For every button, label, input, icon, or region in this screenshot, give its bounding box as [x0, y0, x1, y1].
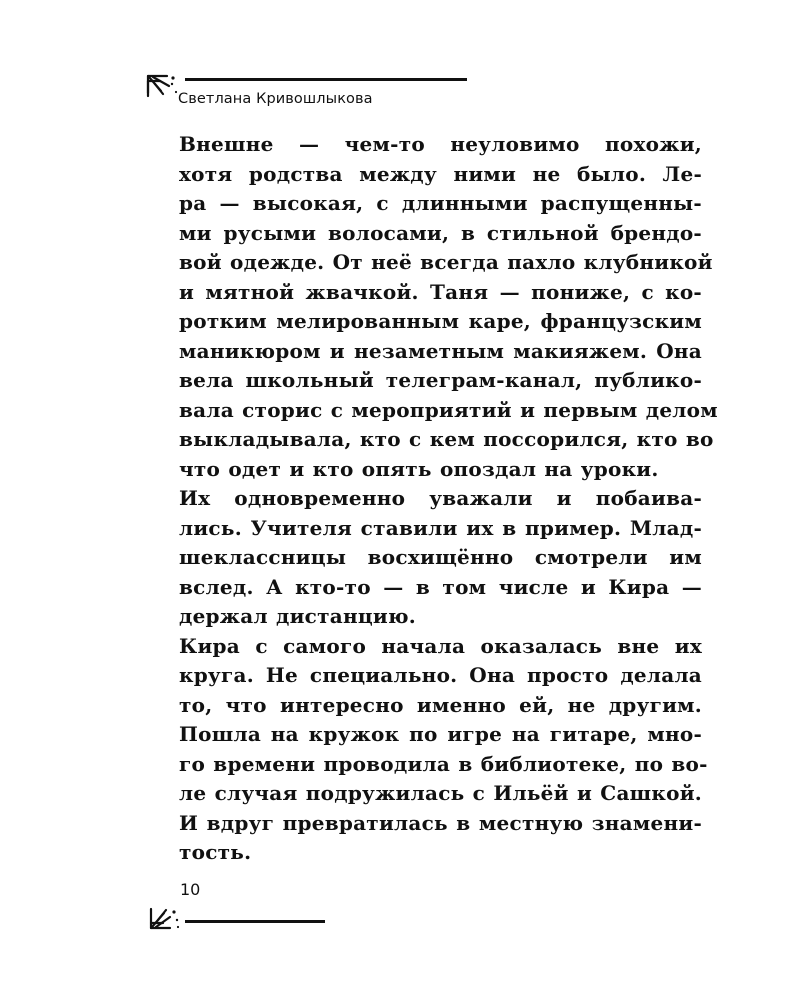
- text-line: ра — высокая, с длинными распущенны-: [179, 191, 702, 215]
- footer-rule: [185, 920, 325, 923]
- text-line: вела школьный телеграм-канал, публико-: [179, 368, 702, 392]
- text-line: маникюром и незаметным макияжем. Она: [179, 338, 702, 363]
- text-line: Кира с самого начала оказалась вне их: [179, 633, 702, 658]
- text-line: ми русыми волосами, в стильной брендо-: [179, 220, 702, 245]
- running-head-author: Светлана Кривошлыкова: [178, 91, 373, 107]
- text-line: и мятной жвачкой. Таня — пониже, с ко-: [179, 279, 702, 304]
- running-header: [145, 72, 545, 112]
- sunburst-ornament-icon: [145, 72, 179, 98]
- text-line: держал дистанцию.: [179, 604, 416, 628]
- text-line: лись. Учителя ставили их в пример. Млад-: [179, 515, 702, 540]
- body-text: [143, 130, 718, 868]
- text-line: тость.: [179, 840, 252, 864]
- text-line: вой одежде. От неё всегда пахло клубникой: [179, 250, 713, 274]
- text-line: что одет и кто опять опоздал на уроки.: [179, 456, 659, 481]
- text-line: ротким мелированным каре, французским: [179, 309, 702, 333]
- text-line: И вдруг превратилась в местную знамени-: [179, 810, 702, 835]
- text-line: ле случая подружилась с Ильёй и Сашкой.: [179, 781, 702, 805]
- text-line: хотя родства между ними не было. Ле-: [179, 161, 702, 186]
- text-line: вслед. А кто-то — в том числе и Кира —: [179, 574, 702, 599]
- text-line: круга. Не специально. Она просто делала: [179, 663, 702, 687]
- paragraph-1: [143, 130, 718, 484]
- paragraph-3: [143, 632, 708, 868]
- paragraph-2: [143, 484, 702, 632]
- text-line: Пошла на кружок по игре на гитаре, мно-: [179, 722, 702, 746]
- text-line: выкладывала, кто с кем поссорился, кто во: [179, 427, 714, 451]
- text-line: Внешне — чем-то неуловимо похожи,: [179, 132, 702, 156]
- text-line: вала сторис с мероприятий и первым делом: [179, 397, 718, 422]
- text-line: то, что интересно именно ей, не другим.: [179, 692, 702, 717]
- text-line: шеклассницы восхищённо смотрели им: [179, 545, 702, 569]
- text-line: Их одновременно уважали и побаива-: [179, 486, 702, 510]
- page-number: 10: [180, 880, 201, 899]
- header-rule: [185, 78, 467, 81]
- text-line: го времени проводила в библиотеке, по во-: [179, 751, 708, 776]
- sunburst-ornament-icon: [148, 906, 182, 932]
